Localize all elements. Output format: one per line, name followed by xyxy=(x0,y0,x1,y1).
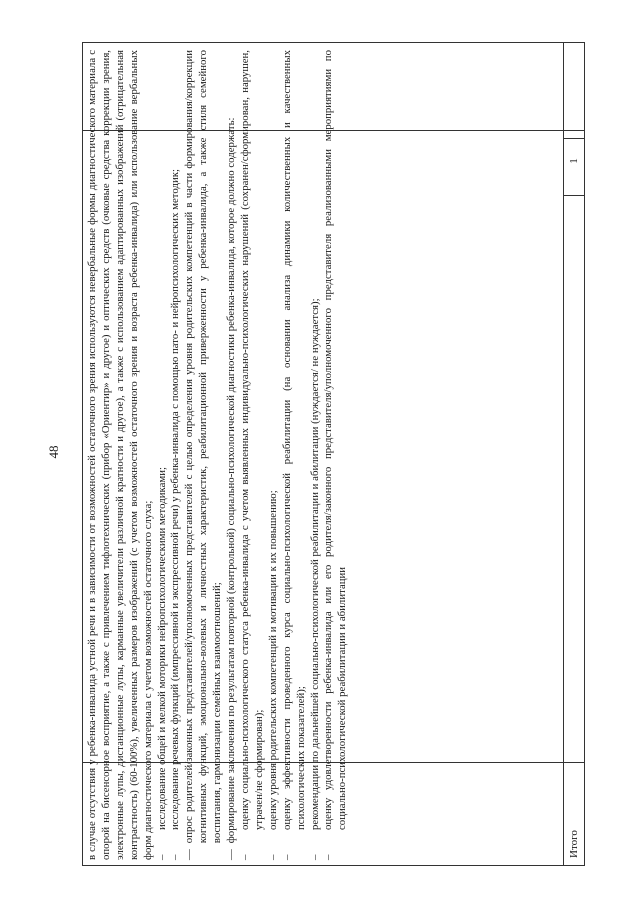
list-dash: — xyxy=(183,849,196,860)
list-item-text: исследование общей и мелкой моторики нейропсихологическими методиками; xyxy=(155,467,168,830)
list-item xyxy=(281,50,309,860)
list-dash: – xyxy=(238,854,251,860)
total-value: 1 xyxy=(568,158,580,164)
list-dash: – xyxy=(266,854,279,860)
list-dash: — xyxy=(225,849,238,860)
list-item-text: рекомендации по дальнейшей социально-психологической реабилитации и абилитации (нуждается/ не нуждается); xyxy=(308,298,321,830)
list-item-text: оценку уровня родительских компетенций и мотивации к их повышению; xyxy=(266,490,279,830)
list-item-text: опрос родителей/законных представителей/уполномоченных представителей с целью определения уровня родительских компетенций в части формирования/коррекции когнитивных функций, эмоционально-волевых и личностных характеристик, реабилитационной приверженности у ребенка-инвалида, а также стиля семейного воспитания, гармонизации семейных взаимоотношений; xyxy=(183,50,224,844)
list-dash: – xyxy=(280,854,293,860)
total-row xyxy=(564,42,585,866)
list-item-text: оценку удовлетворенности ребенка-инвалида или его родителя/законного представителя/уполномоченного представителя реализованными мероприятиями по социально-психологической реабилитации и абилитации xyxy=(322,50,349,830)
list-item-text: исследование речевых функций (импрессивной и экспрессивной речи) у ребенка-инвалида с помощью пато- и нейропсихологических методик; xyxy=(169,169,182,830)
list-dash: – xyxy=(155,854,168,860)
list-item-text: формирование заключения по результатам повторной (контрольной) социально-психологической диагностики ребенка-инвалида, которое должно содержать: xyxy=(225,117,238,844)
list-item xyxy=(267,50,281,860)
total-label: Итого xyxy=(568,830,580,858)
list-item-text: оценку социально-психологического статуса ребенка-инвалида с учетом выявленных индивидуально-психологических нарушений (сохранен/сформирован, нарушен, утрачен/не сформирован); xyxy=(238,50,265,830)
list-dash: – xyxy=(322,854,335,860)
list-dash: – xyxy=(308,854,321,860)
list-item-text: оценку эффективности проведенного курса социально-психологической реабилитации (на основании анализа динамики количественных и качественных психологических показателей); xyxy=(280,50,307,830)
list-item xyxy=(239,50,267,860)
list-item xyxy=(183,50,225,860)
list-item xyxy=(156,50,170,860)
intro-paragraph: в случае отсутствия у ребенка-инвалида устной речи и в зависимости от возможностей остаточного зрения используются невербальные формы диагностического материала с опорой на бисенсорное восприятие, а также с привлечением тифлотехнических (прибор «Ориентир» и другое) и оптических средств (очковые средства коррекции зрения, электронные лупы, дистанционные лупы, карманные увеличители различной кратности и другое), а также с использованием адаптированных изображений (отрицательная контрастность) (60-100%), увеличенных размеров изображений (с учетом возможностей остаточного зрения и возраста ребенка-инвалида) или использование вербальных форм диагностического материала с учетом возможностей остаточного слуха; xyxy=(86,50,154,860)
list-item xyxy=(225,50,239,860)
list-item xyxy=(169,50,183,860)
list-item xyxy=(322,50,350,860)
list-dash: – xyxy=(169,854,182,860)
list-item xyxy=(309,50,323,860)
service-content-cell xyxy=(82,42,562,866)
page-number: 48 xyxy=(46,445,61,459)
